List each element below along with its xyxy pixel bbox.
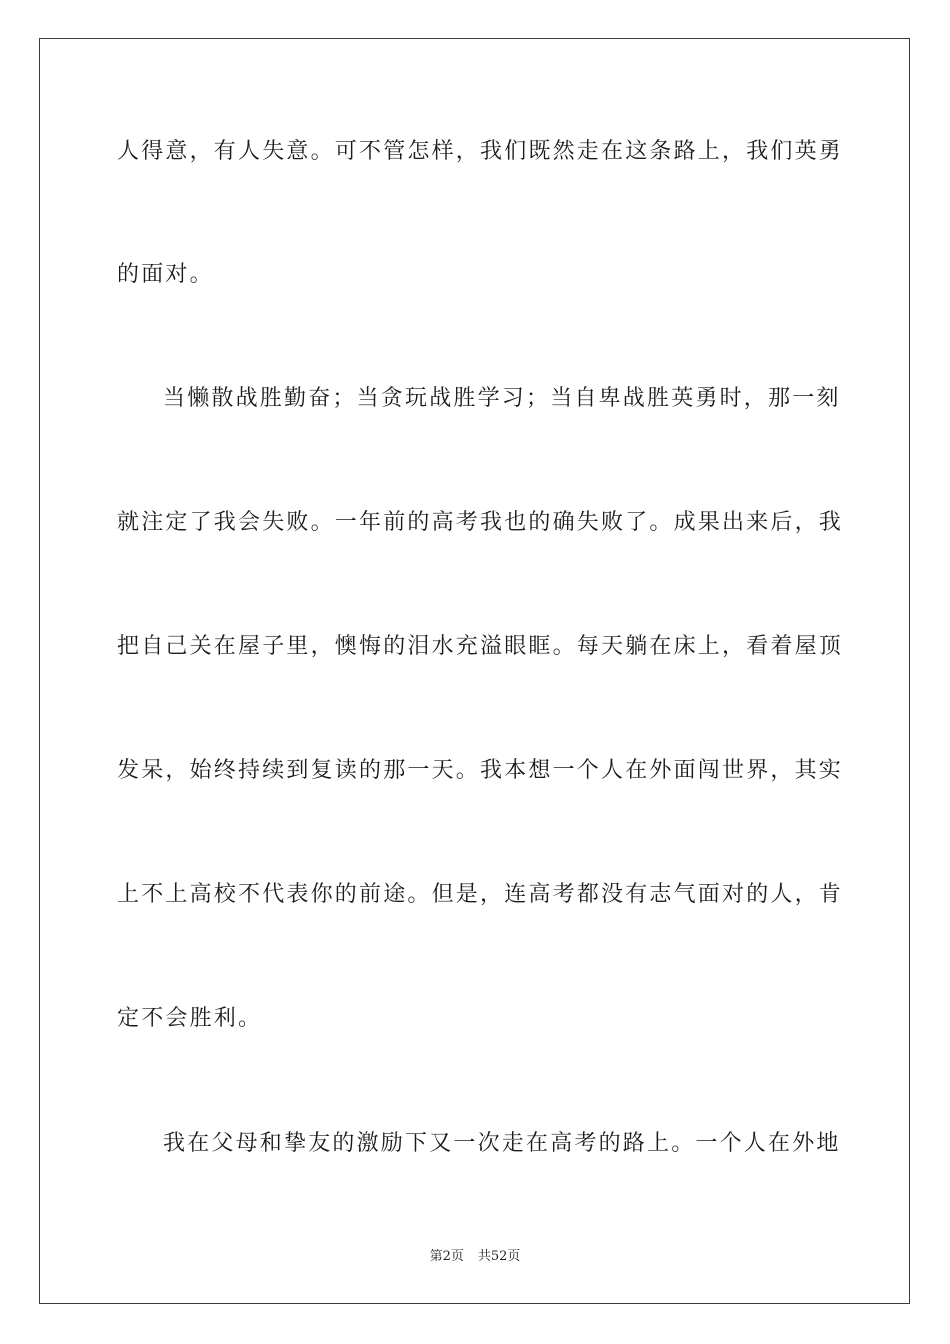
paragraph-line: 发呆，始终持续到复读的那一天。我本想一个人在外面闯世界，其实 (117, 758, 844, 783)
page-border (39, 38, 910, 1304)
paragraph-line: 把自己关在屋子里，懊悔的泪水充溢眼眶。每天躺在床上，看着屋顶 (117, 634, 844, 659)
page-footer (0, 1248, 950, 1266)
paragraph-line: 的面对。 (117, 262, 214, 287)
page-number: 第2页 (429, 1249, 464, 1264)
paragraph-line: 定不会胜利。 (117, 1006, 263, 1031)
paragraph-line: 我在父母和挚友的激励下又一次走在高考的路上。一个人在外地 (163, 1131, 841, 1156)
paragraph-line: 人得意，有人失意。可不管怎样，我们既然走在这条路上，我们英勇 (117, 139, 844, 164)
page-total: 共52页 (477, 1249, 521, 1264)
paragraph-line: 就注定了我会失败。一年前的高考我也的确失败了。成果出来后，我 (117, 510, 844, 535)
paragraph-line: 上不上高校不代表你的前途。但是，连高考都没有志气面对的人，肯 (117, 882, 844, 907)
paragraph-line: 当懒散战胜勤奋；当贪玩战胜学习；当自卑战胜英勇时，那一刻 (163, 386, 841, 411)
